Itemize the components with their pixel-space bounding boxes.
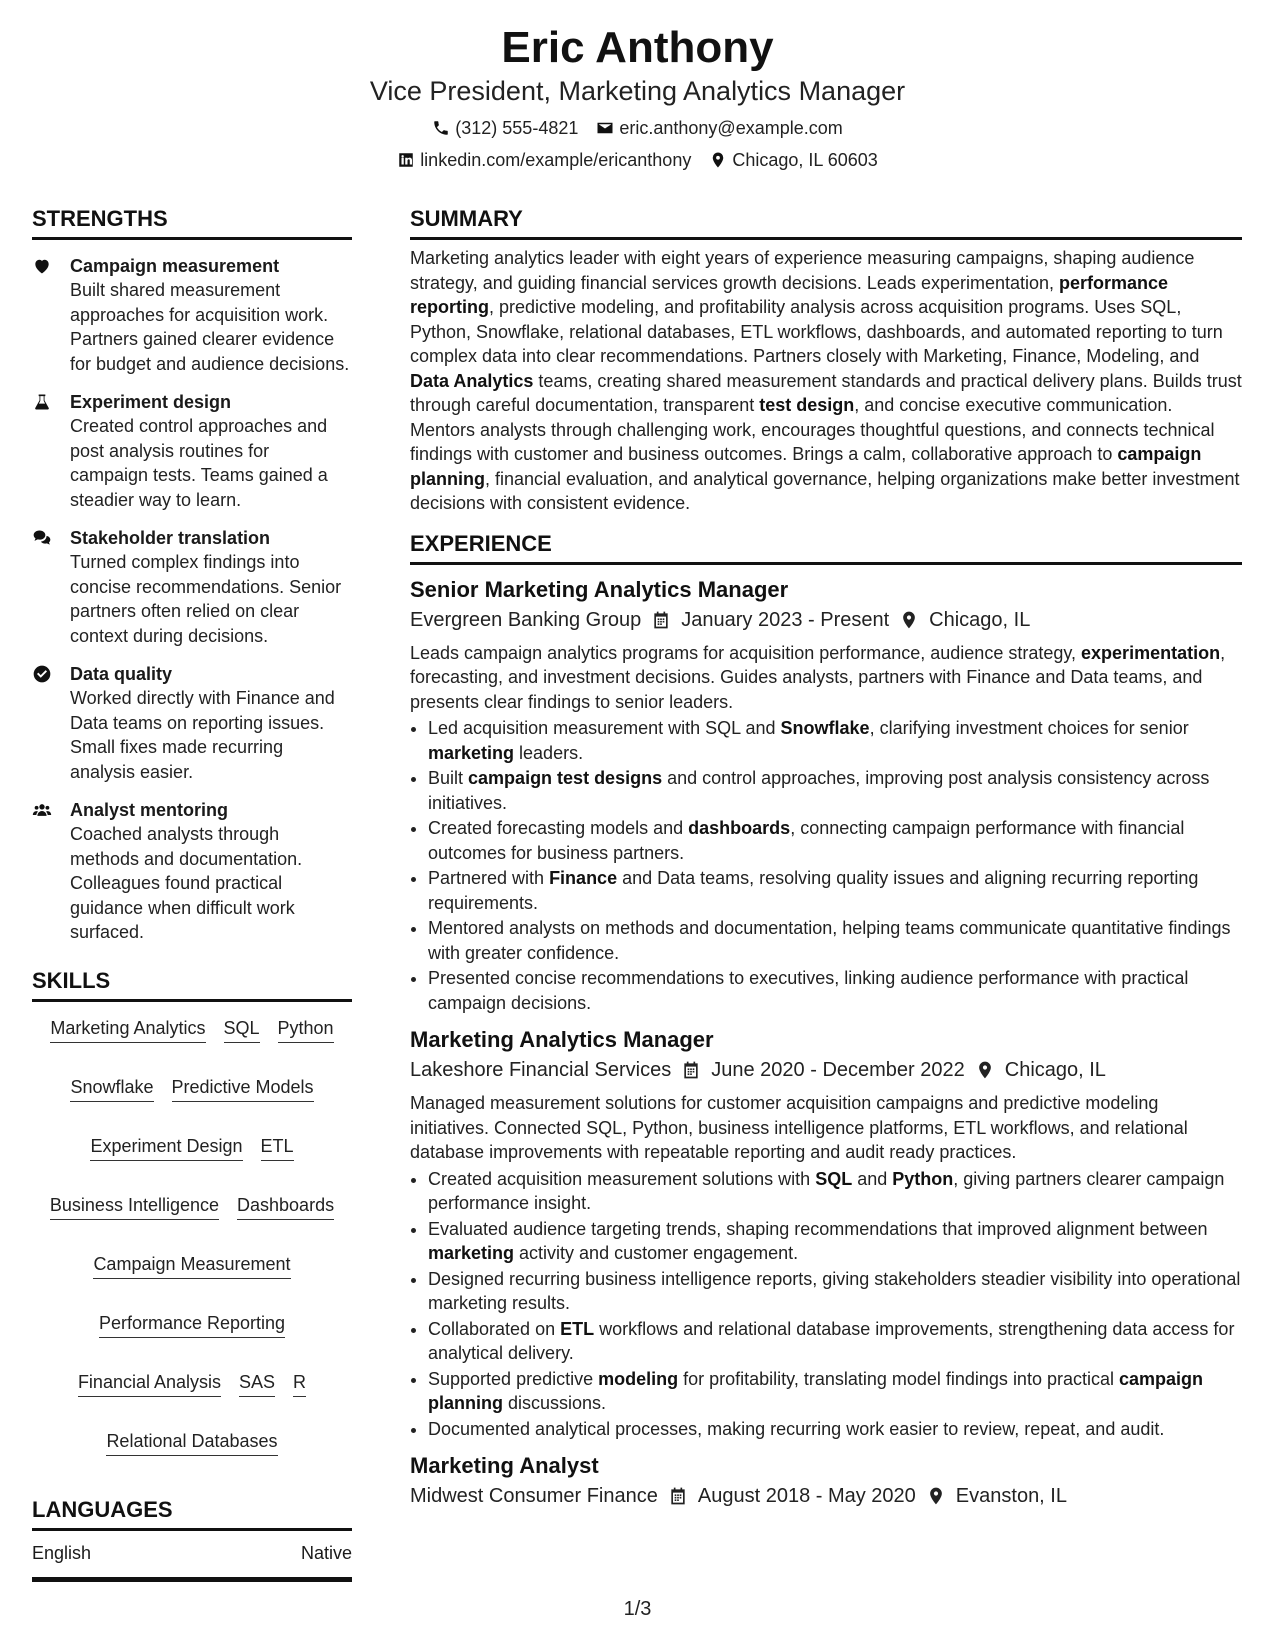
- strength-item: [32, 798, 352, 945]
- job-bullet: • Created forecasting models and dashboards, connecting campaign performance with financial outcomes for business partners.: [428, 816, 1242, 865]
- job-entry: [410, 1451, 1242, 1511]
- skill-tag: Python: [278, 1016, 334, 1043]
- linkedin-contact[interactable]: [397, 148, 691, 172]
- candidate-title: Vice President, Marketing Analytics Manager: [369, 76, 906, 106]
- skill-tag: R: [293, 1370, 306, 1397]
- comments-icon: [32, 528, 52, 548]
- strength-desc: Built shared measurement approaches for acquisition work. Partners gained clearer evidence for budget and audience decisions.: [70, 280, 350, 374]
- skills-list: [32, 1016, 352, 1456]
- envelope-icon: [596, 119, 614, 137]
- skill-tag: Dashboards: [237, 1193, 334, 1220]
- experience-heading: EXPERIENCE: [410, 530, 1242, 565]
- phone-icon: [432, 119, 450, 137]
- strength-desc: Created control approaches and post analysis routines for campaign tests. Teams gained a steadier way to learn.: [70, 416, 328, 510]
- job-description: Leads campaign analytics programs for acquisition performance, audience strategy, experimentation, forecasting, and investment decisions. Guides analysts, partners with Finance and Data teams, and presents clear findings to senior leaders.: [410, 642, 1226, 712]
- strength-item: [32, 526, 352, 648]
- job-dates: June 2020 - December 2022: [681, 1055, 965, 1085]
- language-name: English: [32, 1542, 92, 1563]
- job-company: Midwest Consumer Finance: [410, 1485, 658, 1507]
- map-pin-icon: [975, 1060, 995, 1080]
- job-entry: [410, 1025, 1242, 1441]
- job-meta: [410, 1481, 1242, 1511]
- skill-tag: Marketing Analytics: [50, 1016, 205, 1043]
- linkedin-icon: [397, 151, 415, 169]
- job-dates: January 2023 - Present: [651, 605, 889, 635]
- strength-title: Data quality: [70, 664, 173, 684]
- languages-heading: LANGUAGES: [32, 1496, 352, 1531]
- linkedin-url[interactable]: linkedin.com/example/ericanthony: [420, 150, 692, 170]
- users-icon: [32, 800, 52, 820]
- job-description: Managed measurement solutions for customer acquisition campaigns and predictive modeling initiatives. Connected SQL, Python, business intelligence platforms, ETL workflows, and relational database improvements with repeatable reporting and audit ready practices.: [410, 1093, 1188, 1162]
- location-contact: [709, 148, 877, 172]
- skill-tag: Financial Analysis: [78, 1370, 221, 1397]
- job-location: Evanston, IL: [926, 1481, 1067, 1511]
- skills-heading: SKILLS: [32, 967, 352, 1002]
- job-meta: [410, 1055, 1242, 1085]
- calendar-icon: [668, 1486, 688, 1506]
- heart-icon: [32, 256, 52, 276]
- strength-desc: Worked directly with Finance and Data teams on reporting issues. Small fixes made recurring analysis easier.: [70, 688, 335, 782]
- map-pin-icon: [899, 610, 919, 630]
- right-column: [410, 205, 1242, 1511]
- skill-tag: Snowflake: [70, 1075, 153, 1102]
- job-bullets: [410, 1167, 1242, 1442]
- experience-list: [410, 575, 1242, 1512]
- skill-tag: SQL: [224, 1016, 260, 1043]
- resume-header: [0, 22, 1275, 172]
- job-meta: [410, 605, 1242, 635]
- email-address[interactable]: eric.anthony@example.com: [619, 118, 843, 138]
- job-bullet: • Partnered with Finance and Data teams, resolving quality issues and aligning recurring reporting requirements.: [428, 866, 1242, 915]
- language-level: Native: [300, 1542, 352, 1563]
- job-bullet: • Presented concise recommendations to executives, linking audience performance with practical campaign decisions.: [428, 966, 1242, 1015]
- strength-desc: Coached analysts through methods and documentation. Colleagues found practical guidance when difficult work surfaced.: [70, 824, 303, 942]
- job-bullets: [410, 716, 1242, 1015]
- calendar-icon: [681, 1060, 701, 1080]
- job-bullet: • Built campaign test designs and control approaches, improving post analysis consistency across initiatives.: [428, 766, 1242, 815]
- job-title: Marketing Analyst: [410, 1453, 599, 1478]
- map-pin-icon: [709, 151, 727, 169]
- job-title: Marketing Analytics Manager: [410, 1027, 714, 1052]
- strengths-list: [32, 254, 352, 945]
- candidate-name: Eric Anthony: [501, 23, 774, 72]
- skill-tag: ETL: [261, 1134, 294, 1161]
- strength-item: [32, 390, 352, 512]
- job-bullet: • Designed recurring business intelligence reports, giving stakeholders steadier visibility into operational marketing results.: [428, 1267, 1242, 1316]
- job-bullet: • Evaluated audience targeting trends, shaping recommendations that improved alignment between marketing activity and customer engagement.: [428, 1217, 1242, 1266]
- skill-tag: Experiment Design: [90, 1134, 242, 1161]
- skill-tag: Business Intelligence: [50, 1193, 219, 1220]
- job-location: Chicago, IL: [899, 605, 1030, 635]
- strength-item: [32, 254, 352, 376]
- strength-title: Analyst mentoring: [70, 800, 229, 820]
- strengths-heading: STRENGTHS: [32, 205, 352, 240]
- strength-desc: Turned complex findings into concise recommendations. Senior partners often relied on clear context during decisions.: [70, 552, 342, 646]
- job-location: Chicago, IL: [975, 1055, 1106, 1085]
- location-text: Chicago, IL 60603: [732, 150, 878, 170]
- calendar-icon: [651, 610, 671, 630]
- skill-tag: Performance Reporting: [99, 1311, 285, 1338]
- job-bullet: • Supported predictive modeling for profitability, translating model findings into practical campaign planning discussions.: [428, 1367, 1242, 1416]
- flask-icon: [32, 392, 52, 412]
- contact-line-2: [0, 148, 1275, 172]
- map-pin-icon: [926, 1486, 946, 1506]
- summary-heading: SUMMARY: [410, 205, 1242, 240]
- left-column: [32, 205, 352, 1582]
- job-company: Lakeshore Financial Services: [410, 1059, 672, 1081]
- skill-tag: Campaign Measurement: [93, 1252, 290, 1279]
- email-contact[interactable]: [596, 116, 842, 140]
- summary-text: Marketing analytics leader with eight years of experience measuring campaigns, shaping audience strategy, and guiding financial services growth decisions. Leads experimentation, performance reporting, predictive modeling, and profitability analysis across acquisition programs. Uses SQL, Python, Snowflake, relational databases, ETL workflows, dashboards, and automated reporting to turn complex data into clear recommendations. Partners closely with Marketing, Finance, Modeling, and Data Analytics teams, creating shared measurement standards and practical delivery plans. Builds trust through careful documentation, transparent test design, and concise executive communication. Mentors analysts through challenging work, encourages thoughtful questions, and connects technical findings with customer and business outcomes. Brings a calm, collaborative approach to campaign planning, financial evaluation, and analytical governance, helping organizations make better investment decisions with consistent evidence.: [410, 248, 1242, 513]
- skill-tag: Relational Databases: [106, 1429, 277, 1456]
- job-bullet: • Mentored analysts on methods and documentation, helping teams communicate quantitative findings with greater confidence.: [428, 916, 1242, 965]
- check-circle-icon: [32, 664, 52, 684]
- job-bullet: • Documented analytical processes, making recurring work easier to review, repeat, and audit.: [428, 1417, 1242, 1442]
- job-title: Senior Marketing Analytics Manager: [410, 576, 789, 602]
- job-bullet: • Collaborated on ETL workflows and relational database improvements, strengthening data access for analytical delivery.: [428, 1317, 1242, 1366]
- strength-title: Experiment design: [70, 392, 232, 412]
- job-bullet: • Led acquisition measurement with SQL and Snowflake, clarifying investment choices for senior marketing leaders.: [428, 716, 1242, 765]
- job-bullet: • Created acquisition measurement solutions with SQL and Python, giving partners clearer campaign performance insight.: [428, 1167, 1242, 1216]
- job-dates: August 2018 - May 2020: [668, 1481, 916, 1511]
- strength-title: Campaign measurement: [70, 256, 280, 276]
- contact-line-1: [0, 116, 1275, 140]
- strength-title: Stakeholder translation: [70, 528, 271, 548]
- phone-number: (312) 555-4821: [455, 118, 579, 138]
- page-number: 1/3: [623, 1598, 652, 1620]
- skill-tag: SAS: [239, 1370, 275, 1397]
- skill-tag: Predictive Models: [172, 1075, 314, 1102]
- strength-item: [32, 662, 352, 784]
- job-entry: [410, 575, 1242, 1016]
- phone-contact: [432, 116, 578, 140]
- job-company: Evergreen Banking Group: [410, 608, 642, 631]
- language-row: [32, 1541, 352, 1582]
